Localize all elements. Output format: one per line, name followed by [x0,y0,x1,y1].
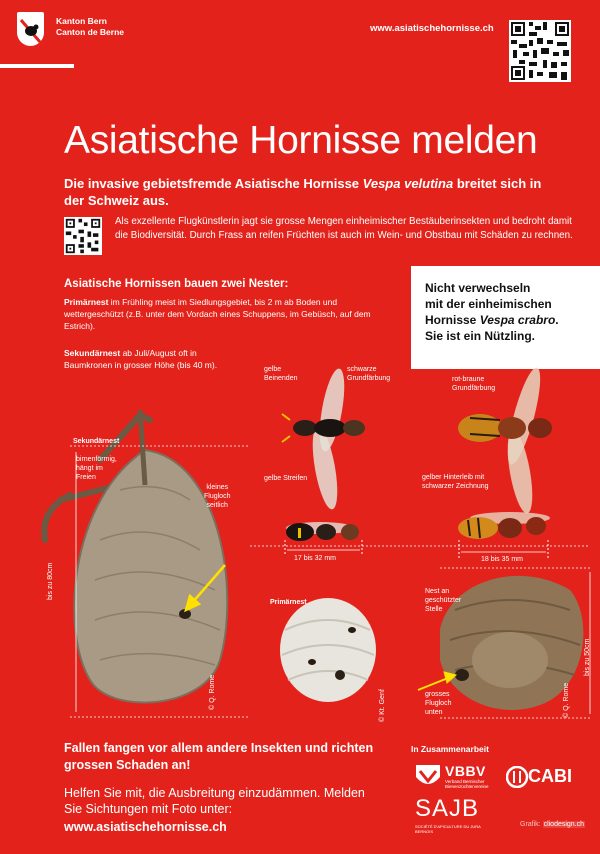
secondary-nest-desc: ab Juli/August oft in Baumkronen in grosser Höhe (bis 40 m). [64,348,218,370]
footer-heading: Fallen fangen vor allem andere Insekten und richten grossen Schaden an! [64,741,374,772]
label-nest-an-2: geschützter [425,597,462,604]
label-flugloch-1: kleines [206,484,229,491]
cabi-text: CABI [528,766,572,786]
velutina-top-image [282,367,365,511]
label-sekundaernest: Sekundärnest [73,438,120,445]
label-primaernest: Primärnest [270,599,307,606]
intro-text: Als exzellente Flugkünstlerin jagt sie grosse Mengen einheimischer Bestäuberinsekten und bedroht damit die Biodiversität. Durch Frass an reifen Früchten ist auch im Wein- und Obstbau mit Schäden zu rechnen. [115,216,573,241]
nests-heading: Asiatische Hornissen bauen zwei Nester: [64,278,289,290]
label-gelbe-streifen: gelbe Streifen [264,475,308,482]
label-gelber-1: gelber Hinterleib mit [422,474,485,481]
canton-name [56,16,124,38]
label-nest-an [425,587,461,614]
compare-species: Vespa crabro [479,313,556,327]
label-copyright-2: © Kt. Genf [379,689,386,722]
canton-fr: Canton de Berne [56,27,125,37]
label-schwarze-2: Grundfärbung [347,375,391,382]
lead-species: Vespa velutina [362,176,454,191]
label-flugloch [204,483,230,510]
collab-heading: In Zusammenarbeit [411,744,489,754]
footer-url[interactable]: www.asiatischehornisse.ch [64,820,227,834]
canton-de: Kanton Bern [56,16,107,26]
secondary-nest-label: Sekundärnest [64,348,121,358]
divider [0,64,74,68]
graphic-credit [520,821,585,828]
crabro-side-image [458,512,550,539]
label-flugloch-3: seitlich [206,502,228,509]
label-birnenfoermig [76,455,117,482]
label-schwarze [347,365,390,383]
primary-nest-label: Primärnest [64,297,109,307]
label-rotbraune-1: rot-braune [452,376,485,383]
vbbv-logo [414,763,442,794]
secondary-nest-image [44,410,227,703]
header-url[interactable]: www.asiatischehornisse.ch [370,23,494,34]
sajb-sub: SOCIÉTÉ D'APICULTURE DU JURA BERNOIS [415,824,481,834]
vbbv-text: VBBV [445,763,486,779]
label-grosses [425,690,451,717]
label-rotbraune-2: Grundfärbung [452,385,496,392]
label-schwarze-1: schwarze [347,366,377,373]
sajb-logo: SAJB [415,795,480,822]
label-copyright-3: © Q. Rome [563,682,570,718]
illustration-area [0,360,600,730]
page-title: Asiatische Hornisse melden [64,119,538,162]
compare-text [425,280,595,344]
label-gelber-2: schwarzer Zeichnung [422,483,489,490]
compare-line-3: Hornisse [425,313,480,327]
compare-line-3-end: . [555,313,559,327]
lead-text [64,175,564,209]
label-size-crabro: 18 bis 35 mm [481,556,524,563]
label-birnenfoermig-2: hängt im [76,465,103,472]
label-rotbraune [452,375,495,393]
label-bis50: bis zu 50cm [584,638,591,676]
qr-code-icon[interactable] [509,20,571,82]
label-gelbe-beinenden-1: gelbe [264,366,282,373]
canton-bern-logo [17,12,44,46]
compare-line-2: mit der einheimischen [425,297,552,311]
label-grosses-2: Flugloch [425,700,452,707]
label-copyright-1: © Q. Rome [209,674,216,710]
label-birnenfoermig-3: Freien [76,474,96,481]
label-gelbe-beinenden-2: Beinenden [264,375,298,382]
lead-pre: Die invasive gebietsfremde Asiatische Hornisse [64,176,363,191]
qr-code-small-icon[interactable] [64,217,102,255]
footer-help: Helfen Sie mit, die Ausbreitung einzudämmen. Melden Sie Sichtungen mit Foto unter: [64,786,365,816]
label-size-velutina: 17 bis 32 mm [294,555,337,562]
label-nest-an-3: Stelle [425,606,443,613]
primary-nest-desc: im Frühling meist im Siedlungsgebiet, bis 2 m ab Boden und wettergeschützt (z.B. unter dem Vordach eines Schuppens, im Gebüsch, auf dem Estrich). [64,297,371,331]
compare-line-4: Sie ist ein Nützling. [425,329,536,343]
label-bis80: bis zu 80cm [47,562,54,600]
vbbv-sub: Verband Bernischer Bienenzüchtervereine [445,779,489,789]
graphic-credit-name: cliodesign.ch [543,821,585,828]
primary-nest-image [280,598,376,702]
label-flugloch-2: Flugloch [204,493,231,500]
label-nest-an-1: Nest an [425,588,450,595]
lead-post: breitet sich in der Schweiz aus. [64,176,542,208]
label-birnenfoermig-1: birnenförmig, [76,456,117,463]
velutina-side-image [286,522,359,541]
label-grosses-3: unten [425,709,443,716]
graphic-credit-label: Grafik: [520,821,543,828]
primary-nest-text [64,296,384,332]
label-grosses-1: grosses [425,691,450,698]
compare-line-1: Nicht verwechseln [425,281,531,295]
label-gelber [422,473,489,491]
label-gelbe-beinenden [264,365,297,383]
